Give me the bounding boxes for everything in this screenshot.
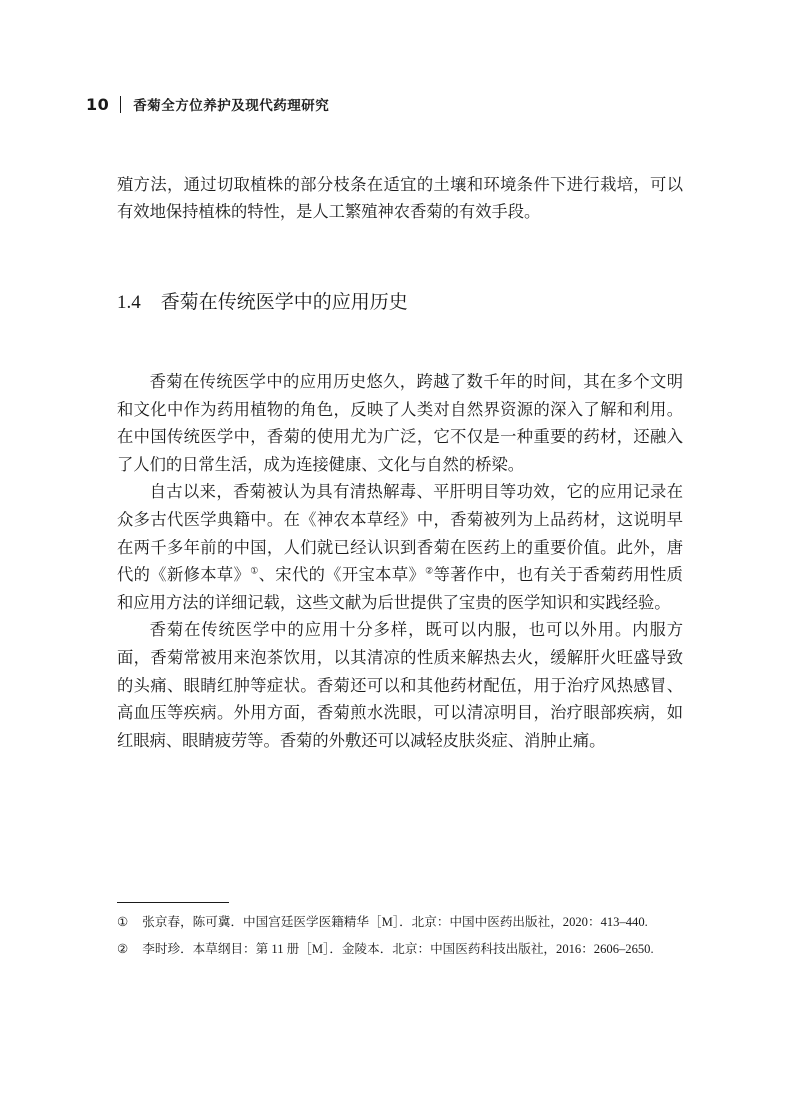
paragraph-3: 香菊在传统医学中的应用十分多样，既可以内服，也可以外用。内服方面，香菊常被用来泡茶饮用，以其清凉的性质来解热去火，缓解肝火旺盛导致的头痛、眼睛红肿等症状。香菊还可以和其他药材配伍，用于治疗风热感冒、高血压等疾病。外用方面，香菊煎水洗眼，可以清凉明目，治疗眼部疾病，如红眼病、眼睛疲劳等。香菊的外敷还可以减轻皮肤炎症、消肿止痛。: [117, 620, 683, 750]
footnote-mark-1: ①: [117, 915, 129, 929]
footnote-ref-2[interactable]: ②: [425, 566, 434, 577]
section-body: [117, 368, 683, 754]
footnote-divider: [117, 902, 229, 903]
footnote-ref-1[interactable]: ①: [250, 566, 259, 577]
footnotes: [117, 912, 683, 966]
page-number: 10: [86, 94, 110, 114]
header-divider: [120, 96, 121, 113]
section-heading: [117, 287, 408, 314]
intro-paragraph: 殖方法，通过切取植株的部分枝条在适宜的土壤和环境条件下进行栽培，可以有效地保持植株的特性，是人工繁殖神农香菊的有效手段。: [117, 175, 683, 221]
footnote-1: [117, 912, 683, 933]
paragraph-2-text-a: 自古以来，香菊被认为具有清热解毒、平肝明目等功效，它的应用记录在众多古代医学典籍中。在《神农本草经》中，香菊被列为上品药材，这说明早在两千多年前的中国，人们就已经认识到香菊在医药上的重要价值。此外，唐代的《新修本草》: [117, 482, 683, 585]
footnote-text-1: 张京春，陈可冀．中国宫廷医学医籍精华［M］．北京：中国中医药出版社，2020：413–440.: [142, 915, 648, 929]
footnote-2: [117, 939, 683, 960]
book-title: 香菊全方位养护及现代药理研究: [133, 98, 330, 114]
section-number: 1.4: [117, 292, 141, 313]
paragraph-2: [117, 478, 683, 616]
paragraph-2-text-b: 、宋代的《开宝本草》: [258, 565, 426, 585]
running-header: [86, 92, 329, 116]
paragraph-1: 香菊在传统医学中的应用历史悠久，跨越了数千年的时间，其在多个文明和文化中作为药用植物的角色，反映了人类对自然界资源的深入了解和利用。在中国传统医学中，香菊的使用尤为广泛，它不仅是一种重要的药材，还融入了人们的日常生活，成为连接健康、文化与自然的桥梁。: [117, 372, 683, 474]
footnote-mark-2: ②: [117, 942, 129, 956]
section-title: 香菊在传统医学中的应用历史: [160, 291, 408, 313]
footnote-text-2: 李时珍．本草纲目：第 11 册［M］．金陵本．北京：中国医药科技出版社，2016：2606–2650.: [142, 942, 654, 956]
paragraph-2-text-c: 等著作中，也有关于香菊药用性质和应用方法的详细记载，这些文献为后世提供了宝贵的医学知识和实践经验。: [117, 565, 683, 612]
